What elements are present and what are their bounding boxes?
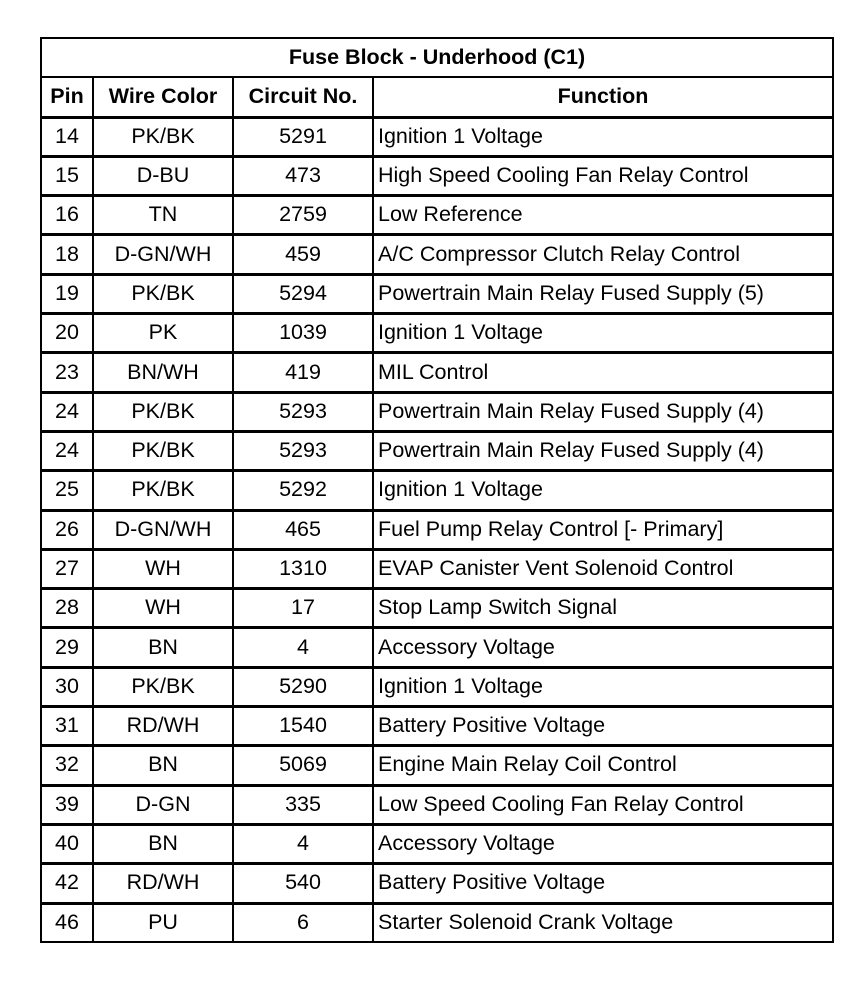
circuit-no-cell: 419 [233, 352, 373, 391]
wire-color-cell: BN [93, 824, 233, 863]
table-row [41, 274, 833, 313]
table-row [41, 195, 833, 234]
table-row [41, 706, 833, 745]
function-cell: Powertrain Main Relay Fused Supply (4) [373, 431, 833, 470]
wire-color-cell: WH [93, 588, 233, 627]
pin-cell: 18 [41, 234, 93, 273]
function-cell: Low Reference [373, 195, 833, 234]
wire-color-cell: RD/WH [93, 863, 233, 902]
pin-cell: 23 [41, 352, 93, 391]
table-row [41, 627, 833, 666]
circuit-no-cell: 5292 [233, 470, 373, 509]
pin-cell: 28 [41, 588, 93, 627]
pin-cell: 31 [41, 706, 93, 745]
table-row [41, 313, 833, 352]
circuit-no-cell: 1540 [233, 706, 373, 745]
wire-color-cell: PK [93, 313, 233, 352]
function-cell: Battery Positive Voltage [373, 706, 833, 745]
wire-color-cell: D-GN [93, 785, 233, 824]
pin-cell: 46 [41, 903, 93, 942]
pin-cell: 15 [41, 156, 93, 195]
table-row [41, 903, 833, 942]
pin-cell: 29 [41, 627, 93, 666]
table-header-row [41, 77, 833, 116]
header-pin: Pin [41, 77, 93, 116]
table-row [41, 785, 833, 824]
circuit-no-cell: 5291 [233, 117, 373, 156]
table-row [41, 392, 833, 431]
pin-cell: 24 [41, 431, 93, 470]
function-cell: Powertrain Main Relay Fused Supply (4) [373, 392, 833, 431]
function-cell: MIL Control [373, 352, 833, 391]
table-row [41, 588, 833, 627]
table-row [41, 667, 833, 706]
circuit-no-cell: 5069 [233, 745, 373, 784]
function-cell: Ignition 1 Voltage [373, 667, 833, 706]
function-cell: High Speed Cooling Fan Relay Control [373, 156, 833, 195]
header-function: Function [373, 77, 833, 116]
pin-cell: 26 [41, 510, 93, 549]
circuit-no-cell: 540 [233, 863, 373, 902]
table-row [41, 824, 833, 863]
wire-color-cell: WH [93, 549, 233, 588]
circuit-no-cell: 6 [233, 903, 373, 942]
circuit-no-cell: 1039 [233, 313, 373, 352]
circuit-no-cell: 459 [233, 234, 373, 273]
pin-cell: 19 [41, 274, 93, 313]
circuit-no-cell: 1310 [233, 549, 373, 588]
wire-color-cell: PK/BK [93, 117, 233, 156]
function-cell: EVAP Canister Vent Solenoid Control [373, 549, 833, 588]
table-row [41, 352, 833, 391]
table-row [41, 431, 833, 470]
circuit-no-cell: 5293 [233, 431, 373, 470]
function-cell: Ignition 1 Voltage [373, 313, 833, 352]
function-cell: Accessory Voltage [373, 824, 833, 863]
circuit-no-cell: 5290 [233, 667, 373, 706]
table-title: Fuse Block - Underhood (C1) [41, 38, 833, 77]
wire-color-cell: PK/BK [93, 470, 233, 509]
wire-color-cell: BN/WH [93, 352, 233, 391]
table-row [41, 549, 833, 588]
circuit-no-cell: 335 [233, 785, 373, 824]
circuit-no-cell: 4 [233, 627, 373, 666]
pin-cell: 20 [41, 313, 93, 352]
pin-cell: 24 [41, 392, 93, 431]
table-row [41, 117, 833, 156]
function-cell: Ignition 1 Voltage [373, 470, 833, 509]
function-cell: Stop Lamp Switch Signal [373, 588, 833, 627]
pin-cell: 27 [41, 549, 93, 588]
wire-color-cell: PU [93, 903, 233, 942]
circuit-no-cell: 17 [233, 588, 373, 627]
wire-color-cell: PK/BK [93, 392, 233, 431]
function-cell: Accessory Voltage [373, 627, 833, 666]
wire-color-cell: PK/BK [93, 431, 233, 470]
function-cell: Fuel Pump Relay Control [- Primary] [373, 510, 833, 549]
table-row [41, 234, 833, 273]
table-row [41, 156, 833, 195]
pin-cell: 25 [41, 470, 93, 509]
pin-cell: 14 [41, 117, 93, 156]
pin-cell: 32 [41, 745, 93, 784]
pin-cell: 40 [41, 824, 93, 863]
circuit-no-cell: 465 [233, 510, 373, 549]
circuit-no-cell: 5293 [233, 392, 373, 431]
header-wire-color: Wire Color [93, 77, 233, 116]
wire-color-cell: PK/BK [93, 667, 233, 706]
function-cell: Starter Solenoid Crank Voltage [373, 903, 833, 942]
table-body [41, 117, 833, 942]
wire-color-cell: D-GN/WH [93, 510, 233, 549]
table-row [41, 863, 833, 902]
circuit-no-cell: 473 [233, 156, 373, 195]
function-cell: Low Speed Cooling Fan Relay Control [373, 785, 833, 824]
circuit-no-cell: 5294 [233, 274, 373, 313]
pin-cell: 39 [41, 785, 93, 824]
wire-color-cell: D-GN/WH [93, 234, 233, 273]
wire-color-cell: BN [93, 745, 233, 784]
function-cell: Engine Main Relay Coil Control [373, 745, 833, 784]
header-circuit-no: Circuit No. [233, 77, 373, 116]
connector-pinout-table [40, 37, 834, 943]
wire-color-cell: BN [93, 627, 233, 666]
function-cell: Powertrain Main Relay Fused Supply (5) [373, 274, 833, 313]
pin-cell: 16 [41, 195, 93, 234]
circuit-no-cell: 2759 [233, 195, 373, 234]
function-cell: Battery Positive Voltage [373, 863, 833, 902]
pin-cell: 30 [41, 667, 93, 706]
function-cell: A/C Compressor Clutch Relay Control [373, 234, 833, 273]
function-cell: Ignition 1 Voltage [373, 117, 833, 156]
table-row [41, 510, 833, 549]
table-row [41, 745, 833, 784]
circuit-no-cell: 4 [233, 824, 373, 863]
wire-color-cell: D-BU [93, 156, 233, 195]
table-title-row [41, 38, 833, 77]
wire-color-cell: TN [93, 195, 233, 234]
pin-cell: 42 [41, 863, 93, 902]
table-row [41, 470, 833, 509]
wire-color-cell: PK/BK [93, 274, 233, 313]
wire-color-cell: RD/WH [93, 706, 233, 745]
